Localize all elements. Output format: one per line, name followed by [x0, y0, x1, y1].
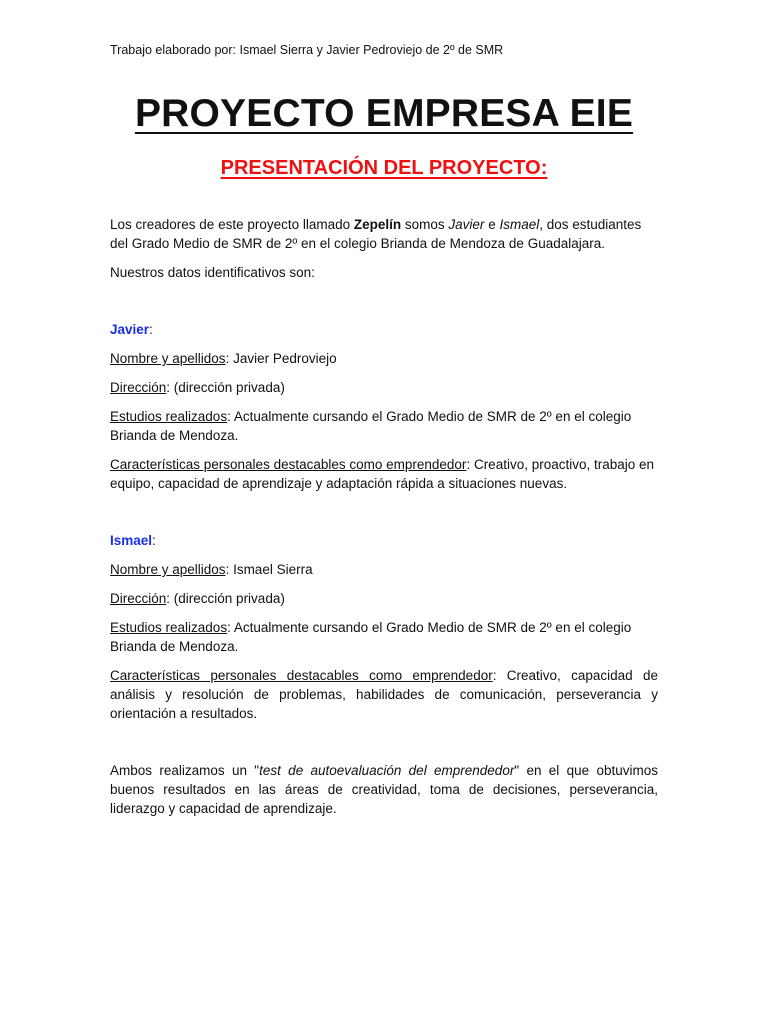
project-name: Zepelín	[353, 217, 402, 232]
ismael-direccion: Dirección: (dirección privada)	[110, 591, 285, 606]
ismael-caracteristicas: Características personales destacables como emprendedor: Creativo, capacidad de análisis y resolución de problemas, habilidades de comunicación, perseverancia y orientación a resultados.	[110, 668, 658, 721]
javier-caracteristicas: Características personales destacables como emprendedor: Creativo, proactivo, trabajo en equipo, capacidad de aprendizaje y adaptación rápida a situaciones nuevas.	[110, 457, 655, 491]
javier-estudios: Estudios realizados: Actualmente cursando el Grado Medio de SMR de 2º en el colegio Brianda de Mendoza.	[110, 409, 632, 443]
datos-label: Nuestros datos identificativos son:	[110, 265, 315, 280]
ismael-estudios: Estudios realizados: Actualmente cursando el Grado Medio de SMR de 2º en el colegio Brianda de Mendoza.	[110, 620, 632, 654]
ismael-nombre: Nombre y apellidos: Ismael Sierra	[110, 562, 313, 577]
person-heading-ismael: Ismael:	[110, 533, 156, 548]
person-heading-javier: Javier:	[110, 322, 153, 337]
test-name: test de autoevaluación del emprendedor	[259, 763, 515, 778]
javier-direccion: Dirección: (dirección privada)	[110, 380, 285, 395]
creator-name-1: Javier	[448, 217, 485, 232]
document-body	[110, 215, 658, 818]
intro-paragraph: Los creadores de este proyecto llamado Zepelín somos Javier e Ismael, dos estudiantes del Grado Medio de SMR de 2º en el colegio Brianda de Mendoza de Guadalajara.	[110, 217, 642, 251]
conclusion-paragraph: Ambos realizamos un "test de autoevaluación del emprendedor" en el que obtuvimos buenos resultados en las áreas de creatividad, toma de decisiones, perseverancia, liderazgo y capacidad de aprendizaje.	[110, 763, 659, 816]
document-title: PROYECTO EMPRESA EIE	[134, 92, 634, 135]
section-subtitle: PRESENTACIÓN DEL PROYECTO:	[220, 157, 548, 179]
javier-nombre: Nombre y apellidos: Javier Pedroviejo	[110, 351, 337, 366]
creator-name-2: Ismael	[499, 217, 540, 232]
page-header: Trabajo elaborado por: Ismael Sierra y Javier Pedroviejo de 2º de SMR	[110, 43, 504, 57]
